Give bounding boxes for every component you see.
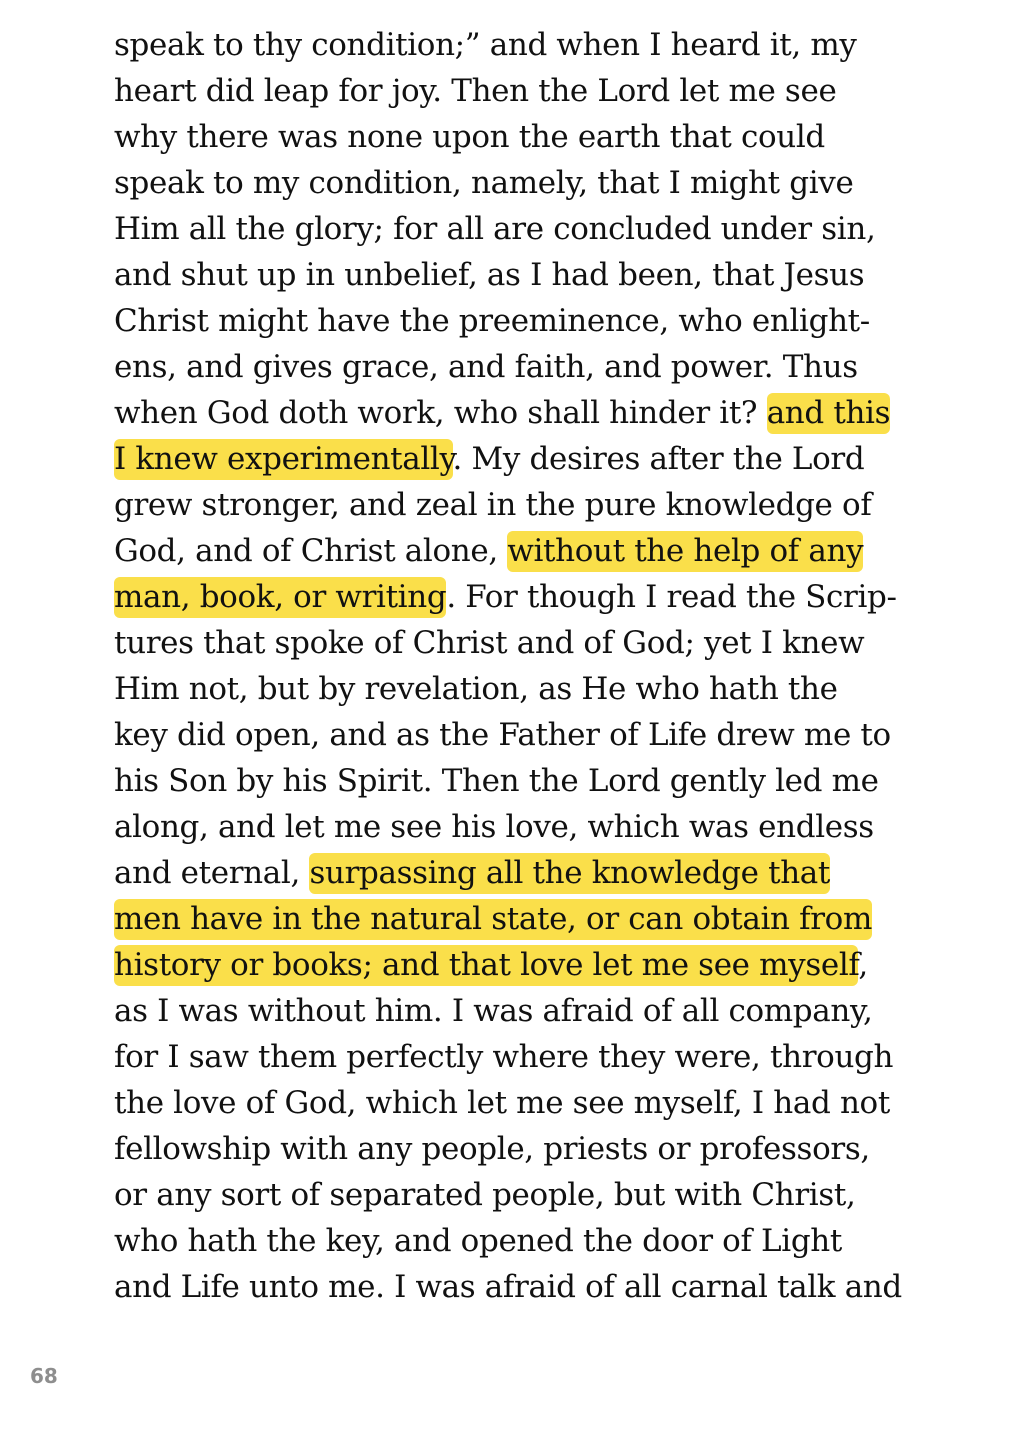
text-line[interactable] xyxy=(114,436,954,482)
highlighted-text[interactable]: surpassing all the knowledge that xyxy=(309,853,830,894)
text-line[interactable] xyxy=(114,804,954,850)
text-line[interactable] xyxy=(114,1126,954,1172)
text-line[interactable] xyxy=(114,482,954,528)
text-line[interactable] xyxy=(114,160,954,206)
text-line[interactable] xyxy=(114,344,954,390)
text-line[interactable] xyxy=(114,620,954,666)
text-segment: or any sort of separated people, but with Christ, xyxy=(114,1177,856,1213)
text-line[interactable] xyxy=(114,114,954,160)
text-line[interactable] xyxy=(114,390,954,436)
highlighted-text[interactable]: without the help of any xyxy=(507,531,863,572)
text-segment: tures that spoke of Christ and of God; yet I knew xyxy=(114,625,865,661)
highlighted-text[interactable]: man, book, or writing xyxy=(114,577,446,618)
text-segment: and eternal, xyxy=(114,855,310,891)
text-segment: key did open, and as the Father of Life drew me to xyxy=(114,717,891,753)
text-segment: when God doth work, who shall hinder it? xyxy=(114,395,767,431)
text-line[interactable] xyxy=(114,68,954,114)
text-line[interactable] xyxy=(114,1218,954,1264)
text-segment: ens, and gives grace, and faith, and power. Thus xyxy=(114,349,858,385)
text-line[interactable] xyxy=(114,1172,954,1218)
text-line[interactable] xyxy=(114,1080,954,1126)
text-segment: and shut up in unbelief, as I had been, that Jesus xyxy=(114,257,865,293)
text-segment: God, and of Christ alone, xyxy=(114,533,508,569)
highlighted-text[interactable]: history or books; and that love let me see myself xyxy=(114,945,858,986)
text-line[interactable] xyxy=(114,666,954,712)
text-segment: heart did leap for joy. Then the Lord let me see xyxy=(114,73,837,109)
text-line[interactable] xyxy=(114,1264,954,1310)
text-line[interactable] xyxy=(114,1034,954,1080)
text-line[interactable] xyxy=(114,988,954,1034)
text-segment: Christ might have the preeminence, who enlight- xyxy=(114,303,870,339)
text-segment: fellowship with any people, priests or professors, xyxy=(114,1131,870,1167)
text-line[interactable] xyxy=(114,942,954,988)
text-segment: as I was without him. I was afraid of all company, xyxy=(114,993,873,1029)
text-line[interactable] xyxy=(114,252,954,298)
text-segment: the love of God, which let me see myself, I had not xyxy=(114,1085,890,1121)
text-line[interactable] xyxy=(114,528,954,574)
text-line[interactable] xyxy=(114,758,954,804)
text-segment: speak to my condition, namely, that I might give xyxy=(114,165,854,201)
text-line[interactable] xyxy=(114,298,954,344)
text-segment: Him not, but by revelation, as He who hath the xyxy=(114,671,838,707)
text-segment: why there was none upon the earth that could xyxy=(114,119,825,155)
text-segment: speak to thy condition;” and when I heard it, my xyxy=(114,27,857,63)
text-segment: and Life unto me. I was afraid of all carnal talk and xyxy=(114,1269,902,1305)
text-segment: . For though I read the Scrip- xyxy=(446,579,897,615)
text-line[interactable] xyxy=(114,896,954,942)
text-segment: grew stronger, and zeal in the pure knowledge of xyxy=(114,487,872,523)
text-segment: Him all the glory; for all are concluded under sin, xyxy=(114,211,876,247)
text-segment: , xyxy=(858,947,868,983)
text-segment: . My desires after the Lord xyxy=(452,441,865,477)
highlighted-text[interactable]: and this xyxy=(767,393,890,434)
text-line[interactable] xyxy=(114,574,954,620)
highlighted-text[interactable]: I knew experimentally xyxy=(114,439,453,480)
text-line[interactable] xyxy=(114,712,954,758)
highlighted-text[interactable]: men have in the natural state, or can obtain from xyxy=(114,899,872,940)
text-line[interactable] xyxy=(114,850,954,896)
text-segment: his Son by his Spirit. Then the Lord gently led me xyxy=(114,763,879,799)
text-segment: for I saw them perfectly where they were, through xyxy=(114,1039,894,1075)
text-line[interactable] xyxy=(114,206,954,252)
text-segment: along, and let me see his love, which was endless xyxy=(114,809,874,845)
text-segment: who hath the key, and opened the door of Light xyxy=(114,1223,842,1259)
page-body-text[interactable] xyxy=(114,22,954,1310)
page-number: 68 xyxy=(30,1364,58,1388)
text-line[interactable] xyxy=(114,22,954,68)
